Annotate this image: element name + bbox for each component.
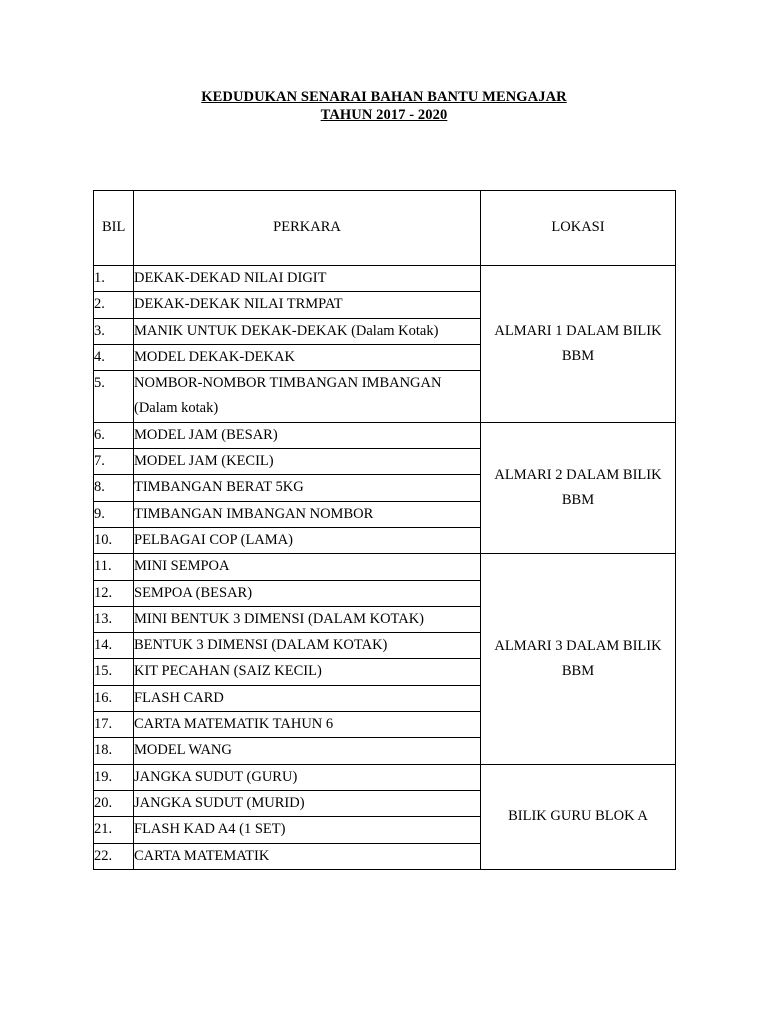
row-item: KIT PECAHAN (SAIZ KECIL) [134,659,481,685]
location-line-1: ALMARI 1 DALAM BILIK [494,322,662,339]
table-row [94,422,676,448]
row-number: 21. [94,817,134,843]
row-item: MODEL JAM (KECIL) [134,449,481,475]
table-row [94,554,676,580]
row-number: 11. [94,554,134,580]
row-number: 17. [94,712,134,738]
document-title [0,88,768,124]
table-row [94,764,676,790]
row-item: JANGKA SUDUT (MURID) [134,790,481,816]
row-number: 10. [94,527,134,553]
location-line-1: ALMARI 3 DALAM BILIK [494,637,662,654]
row-item: JANGKA SUDUT (GURU) [134,764,481,790]
location-line-1: ALMARI 2 DALAM BILIK [494,466,662,483]
location-line-2: BBM [561,492,595,509]
header-perkara: PERKARA [134,191,481,266]
location-line-1: BILIK GURU BLOK A [508,808,648,825]
row-number: 3. [94,318,134,344]
row-item: DEKAK-DEKAK NILAI TRMPAT [134,292,481,318]
row-number: 16. [94,685,134,711]
row-item: MODEL DEKAK-DEKAK [134,344,481,370]
location-cell [481,764,676,869]
header-bil: BIL [94,191,134,266]
table-row [94,266,676,292]
row-number: 14. [94,633,134,659]
title-line-2: TAHUN 2017 - 2020 [320,107,448,123]
location-line-2: BBM [561,662,595,679]
row-item: MODEL WANG [134,738,481,764]
row-item: CARTA MATEMATIK TAHUN 6 [134,712,481,738]
row-number: 20. [94,790,134,816]
row-number: 22. [94,843,134,869]
row-item: MANIK UNTUK DEKAK-DEKAK (Dalam Kotak) [134,318,481,344]
row-number: 18. [94,738,134,764]
row-number: 13. [94,606,134,632]
title-line-1: KEDUDUKAN SENARAI BAHAN BANTU MENGAJAR [201,89,567,105]
row-item: FLASH KAD A4 (1 SET) [134,817,481,843]
location-line-2: BBM [561,347,595,364]
location-cell [481,422,676,553]
row-number: 5. [94,371,134,423]
row-item: MODEL JAM (BESAR) [134,422,481,448]
row-number: 19. [94,764,134,790]
row-item: NOMBOR-NOMBOR TIMBANGAN IMBANGAN (Dalam kotak) [134,371,481,423]
header-lokasi: LOKASI [481,191,676,266]
row-item: MINI BENTUK 3 DIMENSI (DALAM KOTAK) [134,606,481,632]
row-number: 1. [94,266,134,292]
row-number: 4. [94,344,134,370]
row-number: 9. [94,501,134,527]
row-item: SEMPOA (BESAR) [134,580,481,606]
row-item: TIMBANGAN IMBANGAN NOMBOR [134,501,481,527]
row-number: 6. [94,422,134,448]
row-number: 2. [94,292,134,318]
row-item: TIMBANGAN BERAT 5KG [134,475,481,501]
row-item: DEKAK-DEKAD NILAI DIGIT [134,266,481,292]
table-header-row [94,191,676,266]
row-number: 15. [94,659,134,685]
row-item: PELBAGAI COP (LAMA) [134,527,481,553]
row-number: 7. [94,449,134,475]
row-number: 12. [94,580,134,606]
row-item: FLASH CARD [134,685,481,711]
row-item: BENTUK 3 DIMENSI (DALAM KOTAK) [134,633,481,659]
row-item: MINI SEMPOA [134,554,481,580]
row-number: 8. [94,475,134,501]
location-cell [481,266,676,423]
location-cell [481,554,676,764]
row-item: CARTA MATEMATIK [134,843,481,869]
bbm-location-table [93,190,676,870]
